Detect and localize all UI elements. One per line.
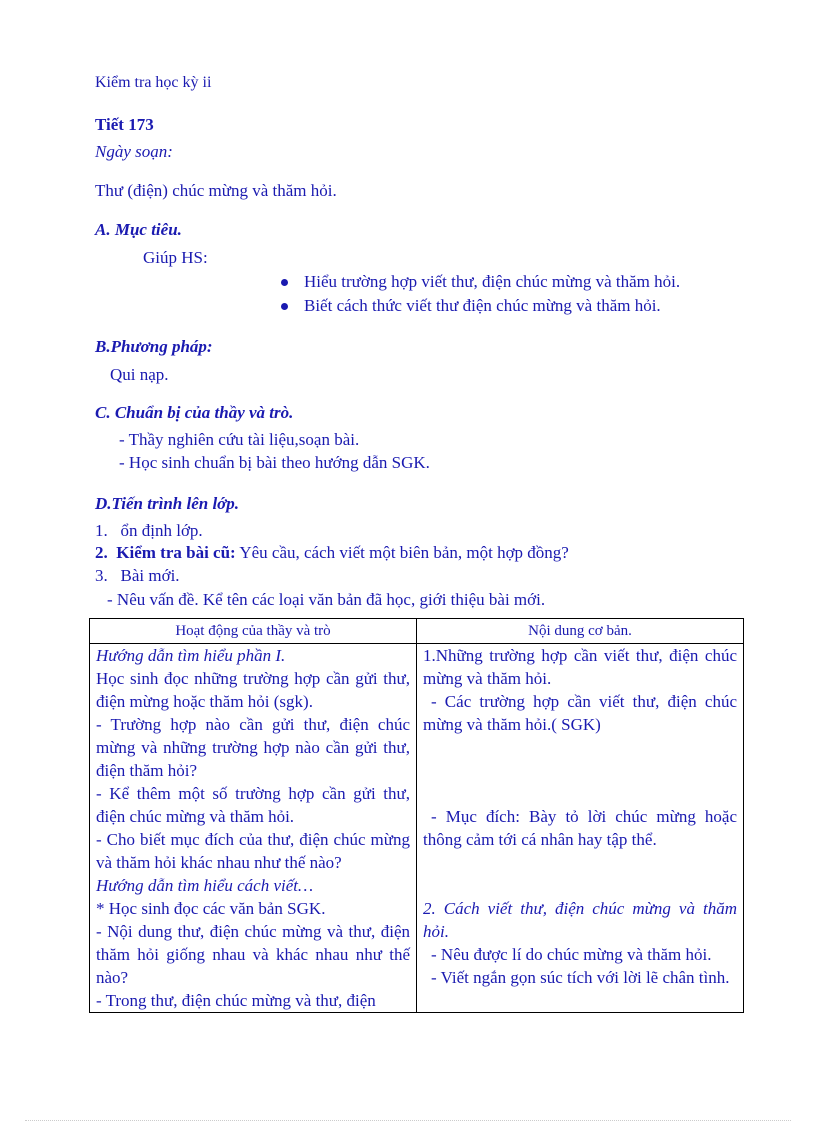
page-bottom-divider [25, 1120, 791, 1121]
content-text: 1.Những trường hợp cần viết thư, điện chúc mừng và thăm hỏi. [423, 646, 737, 688]
step-text: Yêu cầu, cách viết một biên bản, một hợp đồng? [235, 543, 569, 562]
step-bold-text: Kiểm tra bài cũ: [116, 543, 236, 562]
intro-line: - Nêu vấn đề. Kể tên các loại văn bản đã học, giới thiệu bài mới. [107, 590, 546, 609]
prep-date-label: Ngày soạn: [95, 142, 173, 161]
bullet-dot-icon [281, 303, 288, 310]
section-a-intro: Giúp HS: [143, 248, 208, 267]
content-text: - Các trường hợp cần viết thư, điện chúc mừng và thăm hỏi.( SGK) [423, 692, 737, 734]
guide-heading: Hướng dẫn tìm hiểu cách viết… [96, 876, 314, 895]
section-a-bullet: Hiểu trường hợp viết thư, điện chúc mừng và thăm hỏi. [304, 272, 681, 291]
activity-text: - Nội dung thư, điện chúc mừng và thư, điện thăm hỏi giống nhau và khác nhau như thế nào? [96, 922, 410, 987]
table-row [90, 644, 744, 1013]
section-b-heading: B.Phương pháp: [95, 337, 213, 356]
content-text: - Viết ngắn gọn súc tích với lời lẽ chân tình. [431, 968, 730, 987]
exam-line: Kiểm tra học kỳ ii [95, 74, 212, 91]
step-item [95, 521, 203, 541]
content-text: - Mục đích: Bày tỏ lời chúc mừng hoặc thông cảm tới cá nhân hay tập thể. [423, 807, 737, 849]
lesson-title: Thư (điện) chúc mừng và thăm hỏi. [95, 181, 337, 200]
activities-cell [90, 644, 417, 1013]
step-item [95, 566, 180, 586]
section-a-bullet: Biết cách thức viết thư điện chúc mừng và thăm hỏi. [304, 296, 661, 315]
step-number: 1. [95, 521, 108, 540]
content-text: - Nêu được lí do chúc mừng và thăm hỏi. [431, 945, 712, 964]
activity-text: - Cho biết mục đích của thư, điện chúc mừng và thăm hỏi khác nhau như thế nào? [96, 830, 410, 872]
period-label: Tiết 173 [95, 115, 154, 134]
table-header-content: Nội dung cơ bản. [417, 619, 744, 644]
bullet-dot-icon [281, 279, 288, 286]
activity-text: * Học sinh đọc các văn bản SGK. [96, 899, 326, 918]
table-header-row [90, 619, 744, 644]
section-d-heading: D.Tiến trình lên lớp. [95, 494, 240, 513]
step-text: Bài mới. [120, 566, 180, 585]
table-header-activities: Hoạt động của thầy và trò [90, 619, 417, 644]
content-cell [417, 644, 744, 1013]
step-number: 2. [95, 543, 108, 562]
section-c-item: - Thầy nghiên cứu tài liệu,soạn bài. [119, 430, 360, 449]
activity-text: - Trường hợp nào cần gửi thư, điện chúc mừng và những trường hợp nào cần gửi thư, điện thăm hỏi? [96, 715, 410, 780]
guide-heading: Hướng dẫn tìm hiểu phần I. [96, 646, 286, 665]
spacer [423, 736, 737, 805]
section-c-item: - Học sinh chuẩn bị bài theo hướng dẫn SGK. [119, 453, 430, 472]
section-a-heading: A. Mục tiêu. [95, 220, 182, 239]
spacer [423, 851, 737, 897]
content-heading: 2. Cách viết thư, điện chúc mừng và thăm hỏi. [423, 899, 737, 941]
activity-text: - Kể thêm một số trường hợp cần gửi thư, điện chúc mừng và thăm hỏi. [96, 784, 410, 826]
section-c-heading: C. Chuẩn bị của thầy và trò. [95, 403, 294, 422]
step-item [95, 543, 569, 563]
step-text: ổn định lớp. [120, 521, 203, 540]
activity-text: Học sinh đọc những trường hợp cần gửi thư, điện mừng hoặc thăm hỏi (sgk). [96, 669, 410, 711]
step-number: 3. [95, 566, 108, 585]
lesson-table [89, 618, 744, 1013]
activity-text: - Trong thư, điện chúc mừng và thư, điện [96, 991, 376, 1010]
section-b-text: Qui nạp. [110, 365, 169, 384]
